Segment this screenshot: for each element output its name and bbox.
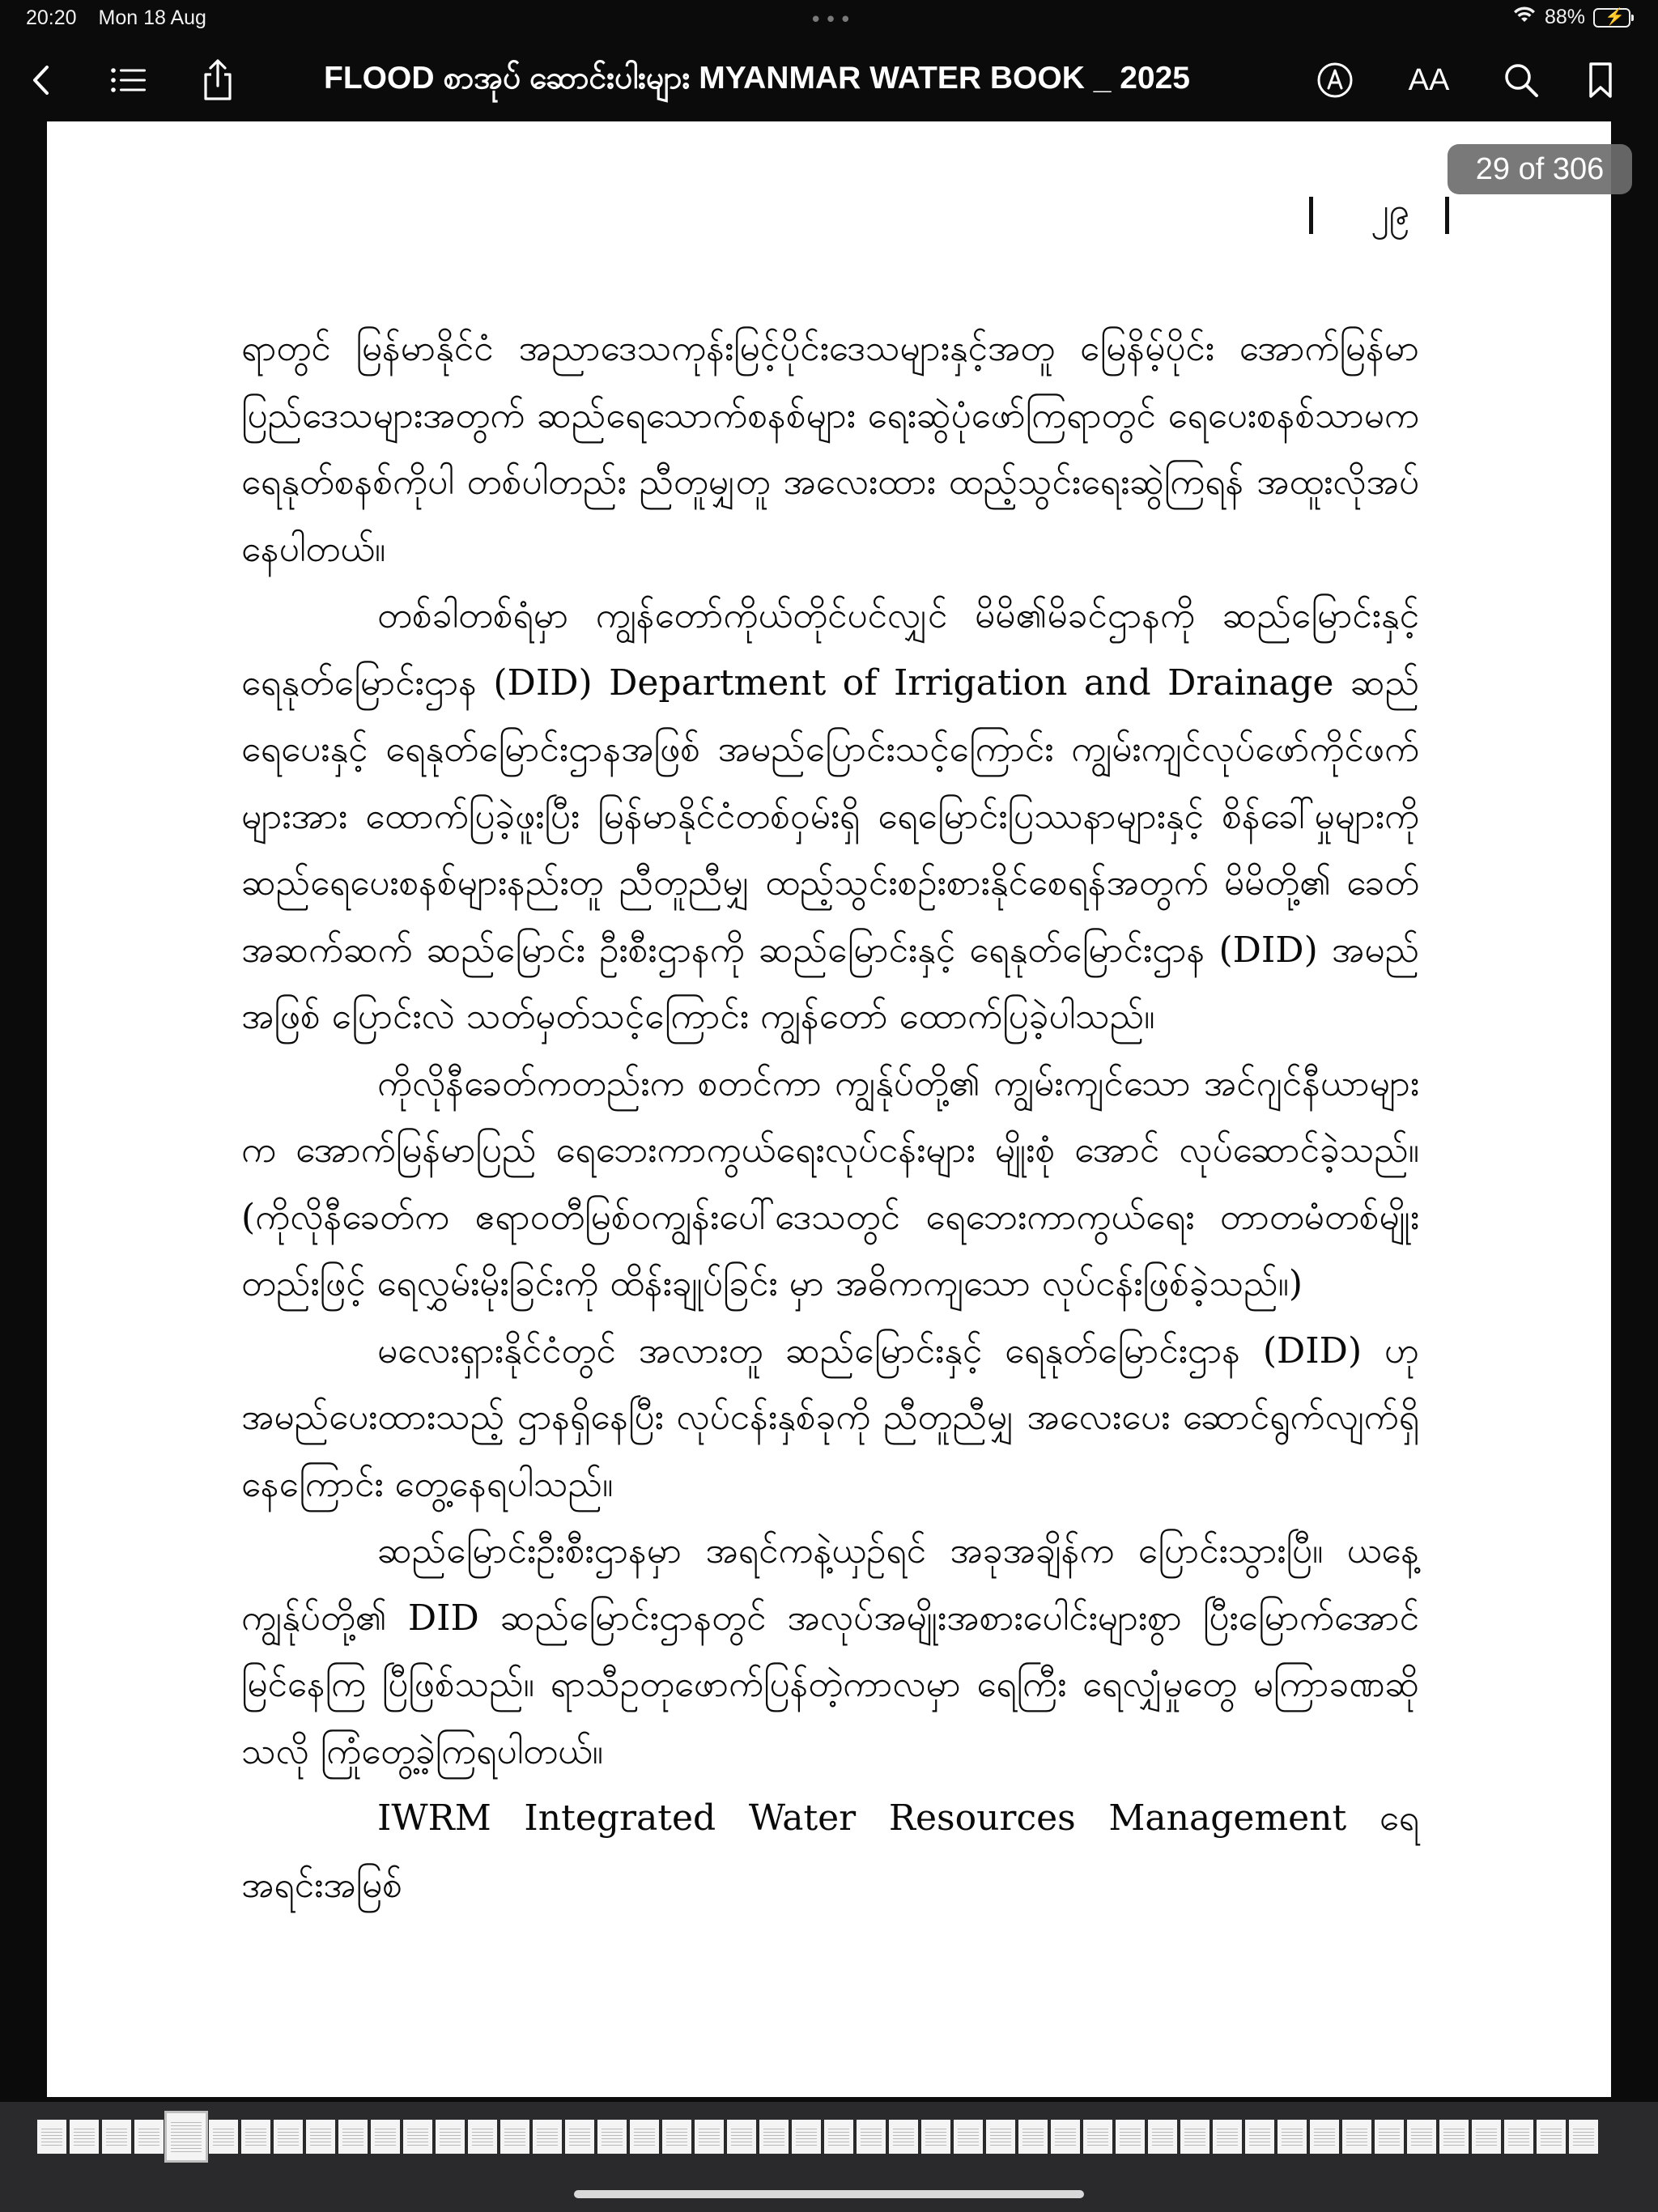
chevron-left-icon [28,62,55,98]
paragraph: IWRM Integrated Water Resources Management ရေအရင်းအမြစ် [241,1797,1419,1906]
status-time: 20:20 [26,6,77,29]
page-number: ၂၉ [1371,190,1410,232]
page-thumbnail[interactable] [695,2120,724,2154]
status-time-date [26,6,206,30]
page-thumbnail[interactable] [921,2120,950,2154]
paragraph: ရာတွင် မြန်မာနိုင်ငံ အညာဒေသကုန်းမြင့်ပိုင်းဒေသများနှင့်အတူ မြေနိမ့်ပိုင်း အောက်မြန်မာပြည်ဒေသများအတွက် ဆည်ရေသောက်စနစ်များ ရေးဆွဲပုံဖော်ကြရာတွင် ရေပေးစနစ်သာမက ရေနုတ်စနစ်ကိုပါ တစ်ပါတည်း ညီတူမျှတူ အလေးထား ထည့်သွင်းရေးဆွဲကြရန် အထူးလိုအပ်နေပါတယ်။ [241,328,1419,570]
share-icon [200,58,236,102]
page-thumbnail[interactable] [1472,2120,1501,2154]
charging-bolt-icon: ⚡ [1605,7,1625,26]
paragraph: တစ်ခါတစ်ရံမှာ ကျွန်တော်ကိုယ်တိုင်ပင်လျှင် မိမိ၏မိခင်ဌာနကို ဆည်မြောင်းနှင့် ရေနုတ်မြောင်းဌာန (DID) Department of Irrigation and Drainage ဆည်ရေပေးနှင့် ရေနုတ်မြောင်းဌာနအဖြစ် အမည်ပြောင်းသင့်ကြောင်း ကျွမ်းကျင်လုပ်ဖော်ကိုင်ဖက်များအား ထောက်ပြခဲ့ဖူးပြီး မြန်မာနိုင်ငံတစ်ဝှမ်းရှိ ရေမြောင်းပြဿနာများနှင့် စိန်ခေါ်မှုများကို ဆည်ရေပေးစနစ်များနည်းတူ ညီတူညီမျှ ထည့်သွင်းစဉ်းစားနိုင်စေရန်အတွက် မိမိတို့၏ ခေတ်အဆက်ဆက် ဆည်မြောင်း ဦးစီးဌာနကို ဆည်မြောင်းနှင့် ရေနုတ်မြောင်းဌာန (DID) အမည်အဖြစ် ပြောင်းလဲ သတ်မှတ်သင့်ကြောင်း ကျွန်တော် ထောက်ပြခဲ့ပါသည်။ [241,595,1419,1037]
battery-charging-icon [1593,8,1630,28]
page-thumbnail[interactable] [597,2120,627,2154]
page-thumbnail[interactable] [1213,2120,1242,2154]
multitasking-dots-icon[interactable]: ••• [810,8,855,32]
page-thumbnail[interactable] [1278,2120,1307,2154]
page-thumbnail[interactable] [1310,2120,1339,2154]
header-divider-left [1309,197,1313,234]
page-thumbnail[interactable] [1116,2120,1145,2154]
page-thumbnail[interactable] [274,2120,303,2154]
status-date: Mon 18 Aug [98,6,206,29]
markup-button[interactable] [1310,55,1360,105]
reader-toolbar [0,39,1658,120]
page-thumbnail[interactable] [209,2120,238,2154]
text-size-label: AA [1408,62,1450,97]
page-body-text [241,316,1419,1919]
page-thumbnail[interactable] [857,2120,886,2154]
page-thumbnail[interactable] [1051,2120,1080,2154]
page-thumbnail[interactable] [134,2120,164,2154]
page-thumbnail[interactable] [759,2120,789,2154]
page-thumbnail[interactable] [727,2120,756,2154]
list-icon [109,64,148,96]
page-counter-badge: 29 of 306 [1448,144,1632,194]
page-thumbnail[interactable] [500,2120,529,2154]
current-page-thumbnail[interactable] [167,2113,206,2160]
paragraph: ဆည်မြောင်းဦးစီးဌာနမှာ အရင်ကနဲ့ယှဉ်ရင် အခုအချိန်က ပြောင်းသွားပြီ။ ယနေ့ကျွန်ုပ်တို့၏ DID ဆည်မြောင်းဌာနတွင် အလုပ်အမျိုးအစားပေါင်းများစွာ ပြီးမြောက်အောင်မြင်နေကြ ပြီဖြစ်သည်။ ရာသီဥတုဖောက်ပြန်တဲ့ကာလမှာ ရေကြီး ရေလျှံမှုတွေ မကြာခဏဆိုသလို ကြုံတွေ့ခဲ့ကြရပါတယ်။ [241,1530,1419,1772]
page-thumbnail[interactable] [1018,2120,1048,2154]
page-thumbnail[interactable] [102,2120,131,2154]
page-thumbnail[interactable] [954,2120,983,2154]
book-title: FLOOD စာအုပ် ဆောင်းပါးများ MYANMAR WATER BOOK _ 2025 [324,61,1190,96]
paragraph: ကိုလိုနီခေတ်ကတည်းက စတင်ကာ ကျွန်ုပ်တို့၏ ကျွမ်းကျင်သော အင်ဂျင်နီယာများက အောက်မြန်မာပြည် ရေဘေးကာကွယ်ရေးလုပ်ငန်းများ မျိုးစုံ အောင် လုပ်ဆောင်ခဲ့သည်။ (ကိုလိုနီခေတ်က ဧရာဝတီမြစ်ဝကျွန်းပေါ်ဒေသတွင် ရေဘေးကာကွယ်ရေး တာတမံတစ်မျိုးတည်းဖြင့် ရေလွှမ်းမိုးခြင်းကို ထိန်းချုပ်ခြင်း မှာ အဓိကကျသော လုပ်ငန်းဖြစ်ခဲ့သည်။) [241,1062,1419,1304]
page-thumbnail[interactable] [468,2120,497,2154]
status-bar [0,0,1658,39]
page-thumbnail[interactable] [1083,2120,1112,2154]
table-of-contents-button[interactable] [104,55,154,105]
page-thumbnail[interactable] [1537,2120,1566,2154]
page-thumbnail[interactable] [565,2120,594,2154]
page-thumbnail[interactable] [1407,2120,1436,2154]
page-thumbnail[interactable] [824,2120,853,2154]
page-thumbnail[interactable] [630,2120,659,2154]
page-thumbnail[interactable] [338,2120,368,2154]
page-thumbnail[interactable] [1569,2120,1598,2154]
page-thumbnail[interactable] [533,2120,562,2154]
page-thumbnail[interactable] [1439,2120,1469,2154]
page-thumbnail[interactable] [792,2120,821,2154]
thumbnail-list[interactable] [37,2120,1598,2160]
pen-circle-icon [1316,61,1354,100]
page-thumbnail[interactable] [986,2120,1015,2154]
page-thumbnail[interactable] [1504,2120,1533,2154]
page-thumbnail[interactable] [306,2120,335,2154]
battery-percentage: 88% [1544,6,1585,28]
page-thumbnail[interactable] [37,2120,66,2154]
bookmark-button[interactable] [1575,55,1626,105]
page-thumbnail[interactable] [1148,2120,1177,2154]
page-thumbnail[interactable] [70,2120,99,2154]
header-divider-right [1445,197,1449,234]
page-thumbnail[interactable] [1180,2120,1209,2154]
home-indicator[interactable] [574,2190,1084,2198]
paragraph: မလေးရှားနိုင်ငံတွင် အလားတူ ဆည်မြောင်းနှင့် ရေနုတ်မြောင်းဌာန (DID) ဟု အမည်ပေးထားသည့် ဌာနရှိနေပြီး လုပ်ငန်းနှစ်ခုကို ညီတူညီမျှ အလေးပေး ဆောင်ရွက်လျက်ရှိနေကြောင်း တွေ့နေရပါသည်။ [241,1329,1419,1505]
page-thumbnail[interactable] [403,2120,432,2154]
page-thumbnail[interactable] [241,2120,270,2154]
page-thumbnail[interactable] [1342,2120,1371,2154]
back-button[interactable] [16,55,66,105]
wifi-icon [1512,5,1537,30]
search-button[interactable] [1496,55,1546,105]
page-thumbnail[interactable] [371,2120,400,2154]
text-size-button[interactable] [1404,55,1454,105]
status-indicators [1512,5,1630,30]
page-thumbnail[interactable] [436,2120,465,2154]
page-header [1309,188,1449,242]
page-thumbnail[interactable] [1375,2120,1404,2154]
bookmark-icon [1586,61,1615,100]
page-thumbnail[interactable] [889,2120,918,2154]
share-button[interactable] [193,55,243,105]
page-thumbnail[interactable] [1245,2120,1274,2154]
book-page[interactable] [47,121,1611,2097]
page-thumbnail[interactable] [662,2120,691,2154]
search-icon [1503,62,1540,99]
